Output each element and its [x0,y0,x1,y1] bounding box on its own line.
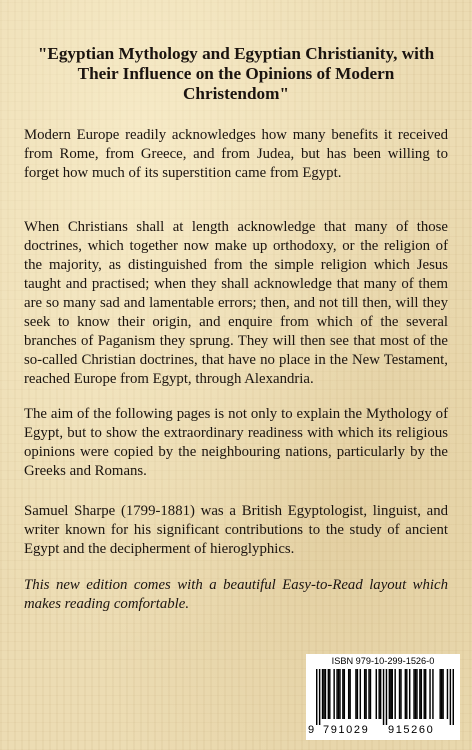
intro-paragraph: Modern Europe readily acknowledges how many benefits it received from Rome, from Greece, and from Judea, but has been willing to forget how much of its superstition came from Egypt. [24,127,448,181]
barcode-bar [360,669,361,719]
barcode-bar [429,669,430,719]
barcode-bar [386,669,387,725]
edition-note-paragraph: This new edition comes with a beautiful Easy-to-Read layout which makes reading comfortable. [24,577,448,612]
barcode-bar [325,669,326,719]
barcode-bar [336,669,337,719]
barcode-bar [365,669,366,719]
barcode-bar [406,669,407,719]
barcode-bar [394,669,395,719]
barcode-bar [419,669,420,719]
barcode-bar [432,669,433,719]
barcode-bar [409,669,410,719]
doctrine-paragraph: When Christians shall at length acknowledge that many of those doctrines, which together now make up orthodoxy, or the religion of the majority, as distinguished from the simple religion which Jesus taught and practised; when they shall acknowledge that many of them are so many sad and lamentable errors; then, and not till then, will they seek to know their origin, and enquire from which of the several branches of Paganism they sprung. They will then see that most of the so-called Christian doctrines, that have no place in the New Testament, reached Europe from Egypt, through Alexandria. [24,219,448,387]
barcode-bar [316,669,317,725]
barcode-bar [405,669,406,719]
barcode-digits-right: 915260 [388,724,435,736]
barcode-bar [368,669,369,719]
barcode-digits [306,724,460,738]
barcode-bar [323,669,324,719]
barcode-bar [389,669,390,719]
barcode-bar [378,669,379,719]
barcode-bar [338,669,339,719]
barcode-bar [450,669,451,725]
barcode-bar [370,669,371,719]
barcode-bar [442,669,443,719]
barcode-bar [329,669,330,719]
barcode-bar [421,669,422,719]
isbn-label: ISBN 979-10-299-1526-0 [331,656,435,666]
barcode-bar [380,669,381,719]
aim-paragraph: The aim of the following pages is not only to explain the Mythology of Egypt, but to show the extraordinary readiness with which its religious opinions were copied by the neighbouring nations, particularly by the Greeks and Romans. [24,406,448,479]
barcode-bar [342,669,343,719]
barcode-bar [447,669,448,719]
barcode-bar [400,669,401,719]
barcode-bar [415,669,416,719]
barcode-bar [453,669,454,725]
barcode-digits-left: 791029 [323,724,370,736]
barcode-bar [390,669,391,719]
barcode-bar [383,669,384,725]
barcode-digit-first: 9 [308,724,315,736]
isbn-barcode [306,654,460,740]
book-title: "Egyptian Mythology and Egyptian Christianity, with Their Influence on the Opinions of Modern Christendom" [37,44,435,103]
barcode-bar [423,669,424,719]
barcode-bar [399,669,400,719]
barcode-bar [439,669,440,719]
barcode-bar [355,669,356,719]
barcode-bar [349,669,350,719]
barcode-bar [333,669,334,719]
barcode-bar [348,669,349,719]
barcode-bar [344,669,345,719]
barcode-bar [339,669,340,719]
barcode-bar [322,669,323,719]
barcode-bar [416,669,417,719]
barcode-bar [376,669,377,719]
barcode-bar [441,669,442,719]
barcode-bar [319,669,320,725]
barcode-bar [392,669,393,719]
barcode-bar [357,669,358,719]
barcode-bar [425,669,426,719]
barcode-bars [316,669,454,725]
barcode-bar [364,669,365,719]
barcode-bar [413,669,414,719]
barcode-bar [328,669,329,719]
author-bio-paragraph: Samuel Sharpe (1799-1881) was a British Egyptologist, linguist, and writer known for his significant contributions to the study of ancient Egypt and the decipherment of hieroglyphics. [24,503,448,557]
